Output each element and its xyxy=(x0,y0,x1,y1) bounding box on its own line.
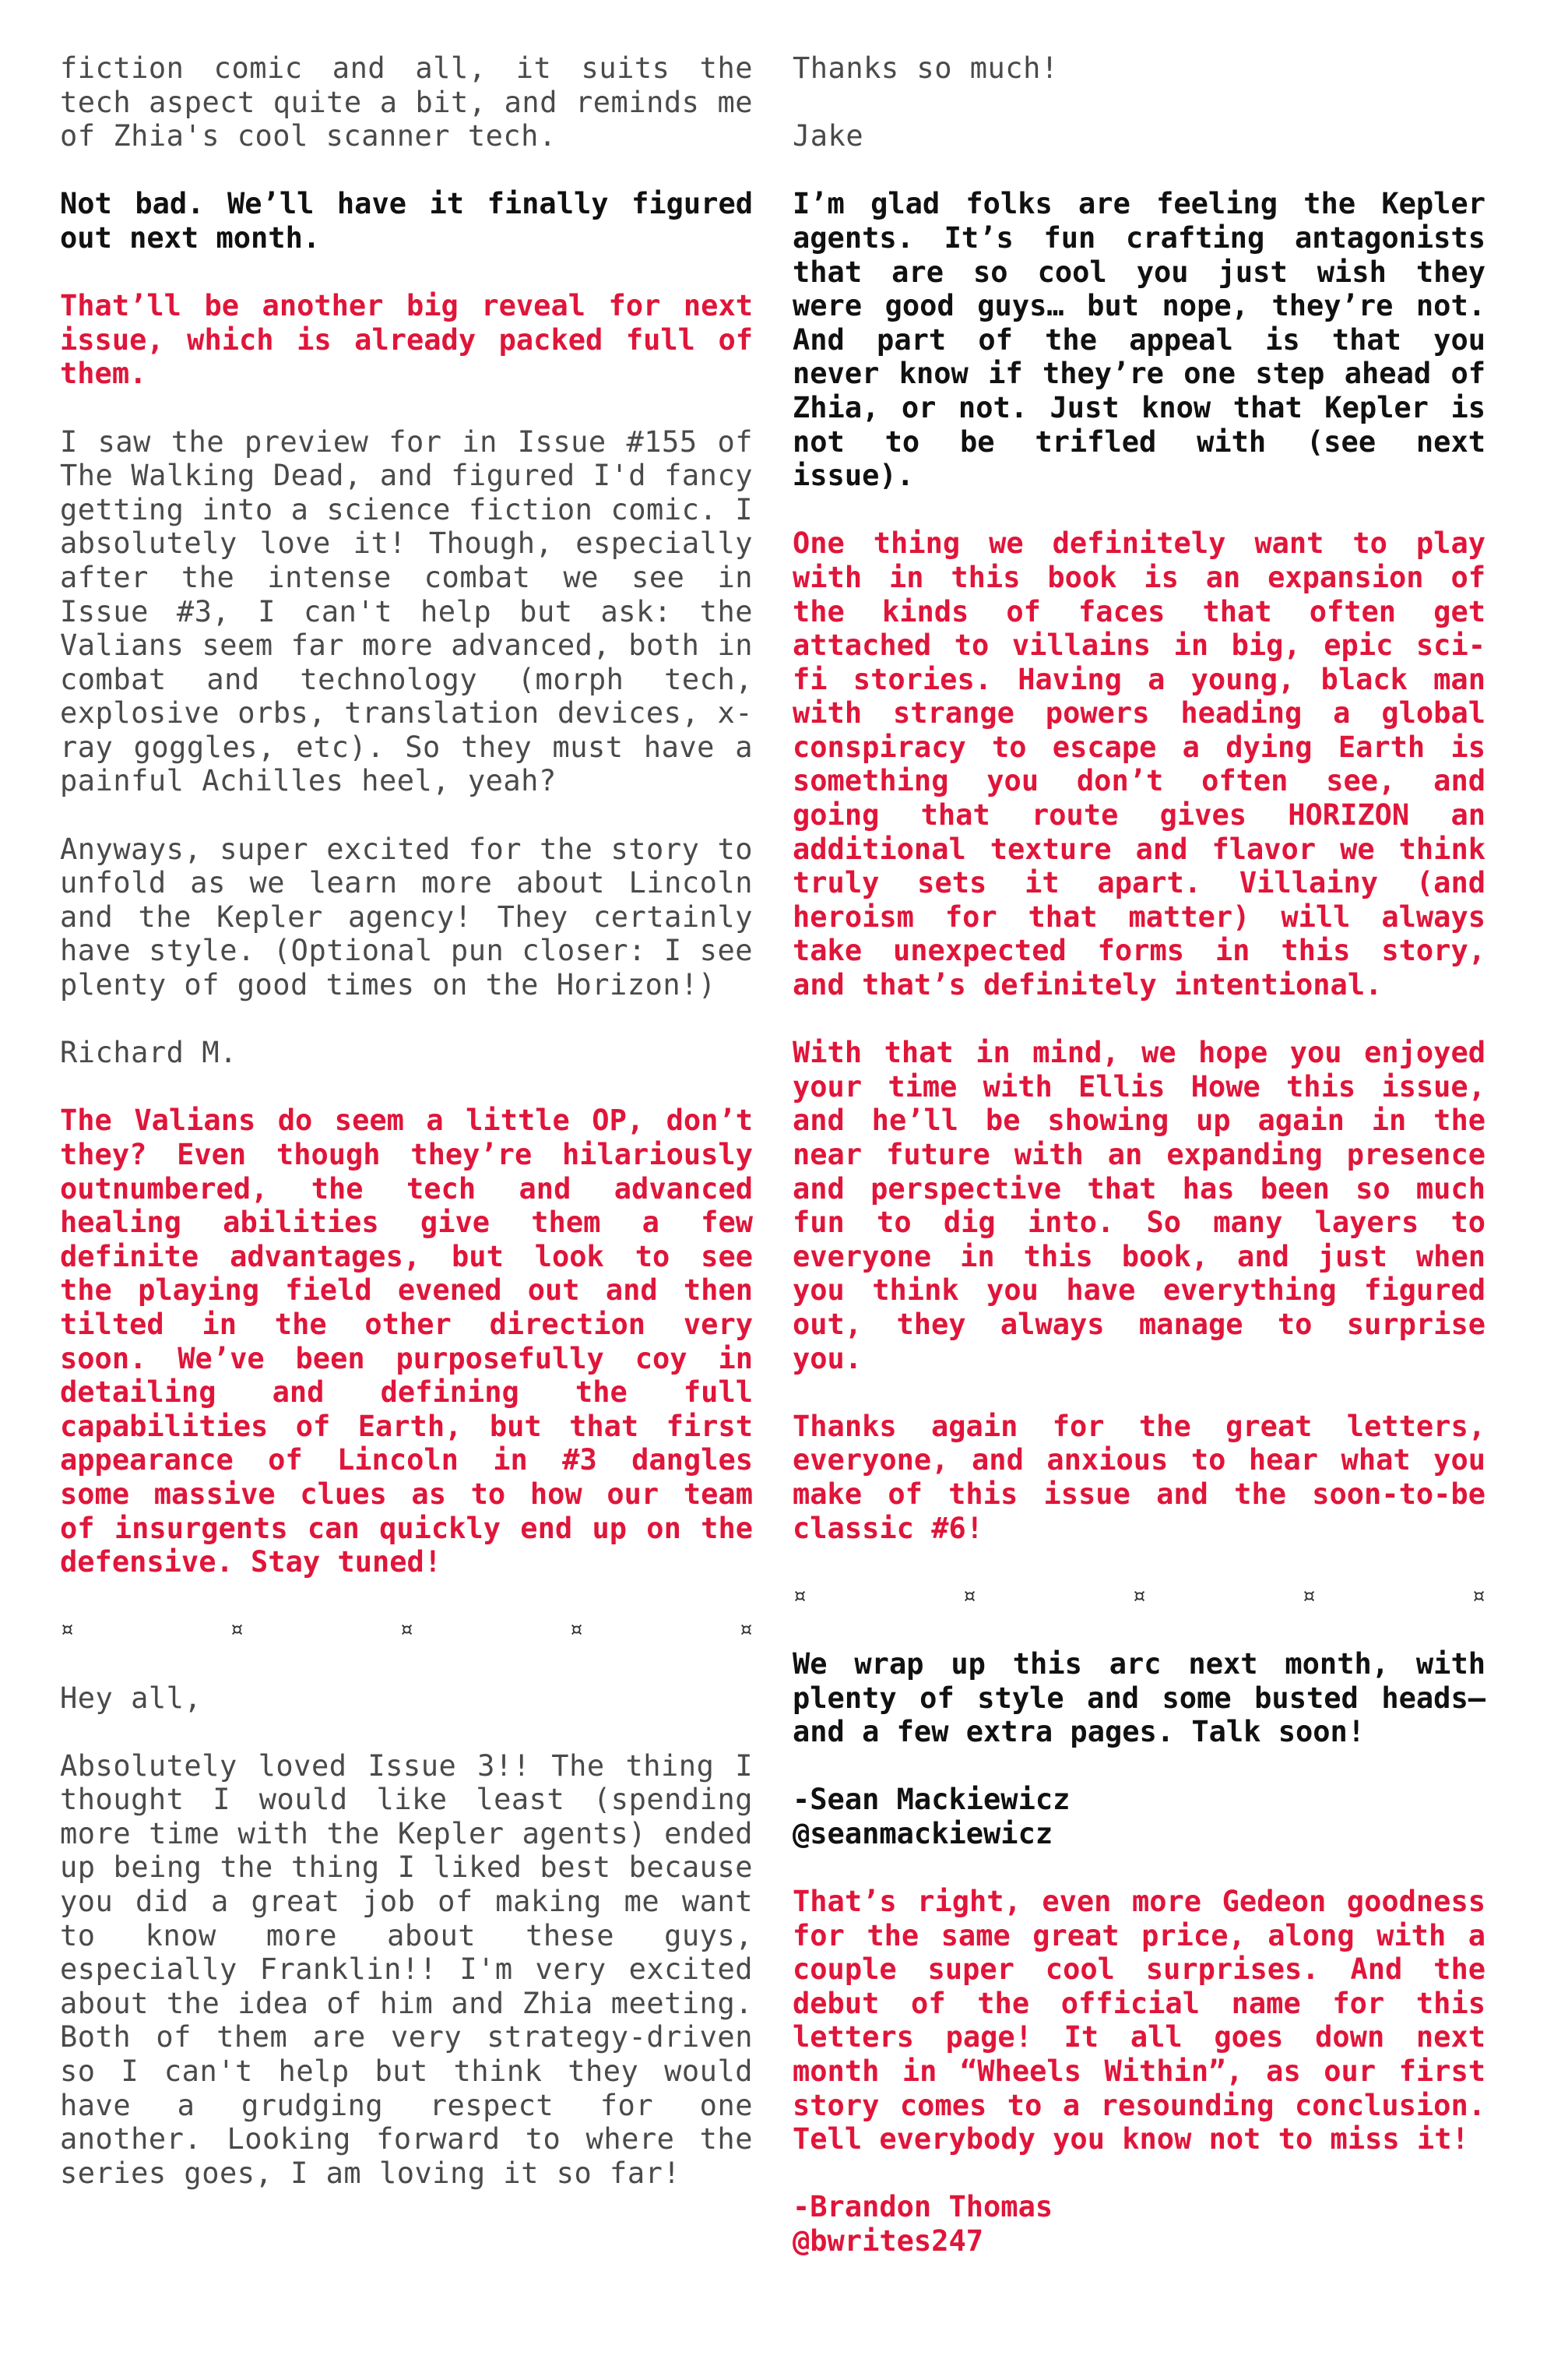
divider-glyph: ¤ xyxy=(1471,1582,1485,1610)
writer-reply: The Valians do seem a little OP, don’t they? Even though they’re hilariously outnumbered, the tech and advanced healing abilities give them a few definite advantages, but look to see the playing field evened out and then tilted in the other direction very soon. We’ve been purposefully coy in detailing and defining the full capabilities of Earth, but that first appearance of Lincoln in #3 dangles some massive clues as to how our team of insurgents can quickly end up on the defensive. Stay tuned! xyxy=(60,1104,753,1579)
divider-glyph: ¤ xyxy=(399,1616,414,1644)
divider-glyph: ¤ xyxy=(1301,1582,1317,1610)
divider-glyph: ¤ xyxy=(229,1616,244,1644)
letter-greeting: Hey all, xyxy=(60,1681,202,1715)
letter-paragraph: I saw the preview for in Issue #155 of The Walking Dead, and figured I'd fancy getting into a science fiction comic. I absolutely love it! Though, especially after the intense combat we see in Issue #3, I can't help but ask: the Valians seem far more advanced, both in combat and technology (morph tech, explosive orbs, translation devices, x-ray goggles, etc). So they must have a painful Achilles heel, yeah? xyxy=(60,424,753,798)
letter-paragraph: Absolutely loved Issue 3!! The thing I thought I would like least (spending more time with the Kepler agents) ended up being the thing I liked best because you did a great job of making me want to know more about these guys, especially Franklin!! I'm very excited about the idea of him and Zhia meeting. Both of them are very strategy-driven so I can't help but think they would have a grudging respect for one another. Looking forward to where the series goes, I am loving it so far! xyxy=(60,1748,753,2190)
divider-glyph: ¤ xyxy=(1131,1582,1147,1610)
letter-paragraph: fiction comic and all, it suits the tech aspect quite a bit, and reminds me of Zhia's cool scanner tech. xyxy=(60,51,753,153)
letter-paragraph: Thanks so much! xyxy=(793,51,1059,85)
letter-signature: Jake xyxy=(793,119,864,153)
writer-reply: Thanks again for the great letters, everyone, and anxious to hear what you make of this issue and the soon-to-be classic #6! xyxy=(793,1409,1485,1545)
writer-reply: With that in mind, we hope you enjoyed your time with Ellis Howe this issue, and he’ll be showing up again in the near future with an expanding presence and perspective that has been so much fun to dig into. So many layers to everyone in this book, and just when you think you have everything figured out, they always manage to surprise you. xyxy=(793,1036,1485,1375)
editor-reply: I’m glad folks are feeling the Kepler agents. It’s fun crafting antagonists that are so cool you just wish they were good guys… but nope, they’re not. And part of the appeal is that you never know if they’re one step ahead of Zhia, or not. Just know that Kepler is not to be trifled with (see next issue). xyxy=(793,187,1485,493)
writer-reply: That’s right, even more Gedeon goodness for the same great price, along with a couple super cool surprises. And the debut of the official name for this letters page! It all goes down next month in “Wheels Within”, as our first story comes to a resounding conclusion. Tell everybody you know not to miss it! xyxy=(793,1885,1485,2156)
divider-glyph: ¤ xyxy=(962,1582,977,1610)
section-divider xyxy=(60,1613,753,1647)
letter-paragraph: Anyways, super excited for the story to unfold as we learn more about Lincoln and the Kepler agency! They certainly have style. (Optional pun closer: I see plenty of good times on the Horizon!) xyxy=(60,832,753,1002)
divider-glyph: ¤ xyxy=(738,1616,753,1644)
divider-glyph: ¤ xyxy=(60,1616,75,1644)
writer-signature: -Brandon Thomas @bwrites247 xyxy=(793,2190,1053,2258)
divider-glyph: ¤ xyxy=(568,1616,584,1644)
writer-reply: That’ll be another big reveal for next issue, which is already packed full of them. xyxy=(60,289,753,391)
editor-reply: Not bad. We’ll have it finally figured out next month. xyxy=(60,187,753,255)
writer-reply: One thing we definitely want to play with in this book is an expansion of the kinds of faces that often get attached to villains in big, epic sci-fi stories. Having a young, black man with strange powers heading a global conspiracy to escape a dying Earth is something you don’t often see, and going that route gives HORIZON an additional texture and flavor we think truly sets it apart. Villainy (and heroism for that matter) will always take unexpected forms in this story, and that’s definitely intentional. xyxy=(793,526,1485,1002)
letter-signature: Richard M. xyxy=(60,1036,237,1070)
right-column xyxy=(793,51,1485,2292)
section-divider xyxy=(793,1579,1485,1614)
left-column xyxy=(60,51,753,2224)
editor-reply: We wrap up this arc next month, with plenty of style and some busted heads—and a few extra pages. Talk soon! xyxy=(793,1646,1485,1749)
divider-glyph: ¤ xyxy=(793,1582,807,1610)
editor-signature: -Sean Mackiewicz @seanmackiewicz xyxy=(793,1783,1071,1850)
